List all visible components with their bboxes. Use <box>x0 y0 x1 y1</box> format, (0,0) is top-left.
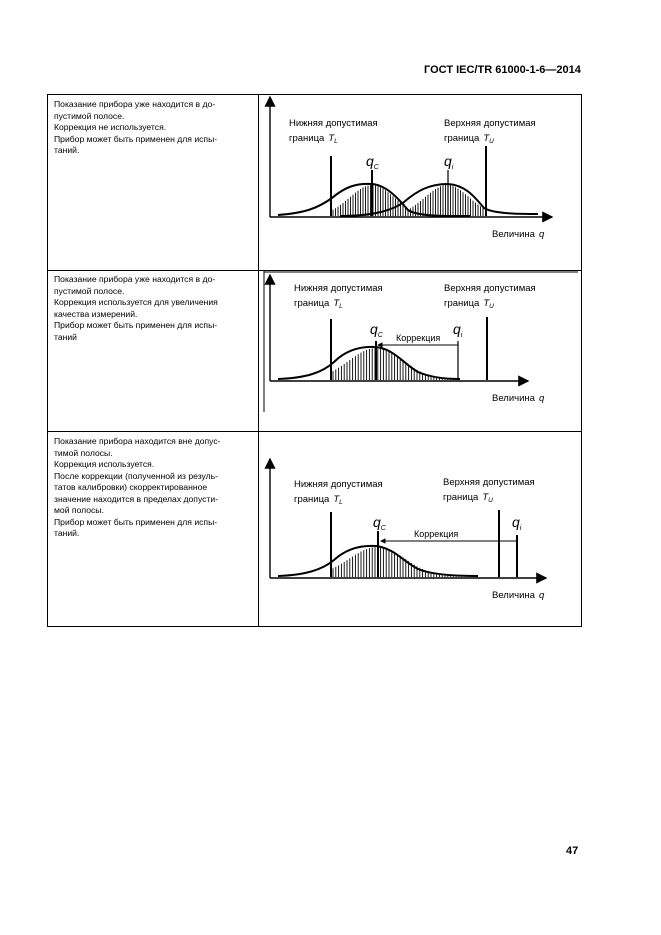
diagram-3-upper-label-2: граница <box>443 492 479 503</box>
diagram-3-qi-symbol: q <box>512 514 520 530</box>
row-1-line: пустимой полосе. <box>54 110 125 121</box>
diagram-2-qc-symbol: q <box>370 321 378 337</box>
diagram-3-lower-label-2: граница <box>294 494 330 505</box>
diagram-1-upper-sub: U <box>489 138 494 145</box>
row-1-line: Коррекция не используется. <box>54 122 167 132</box>
row-2-line: Показание прибора уже находится в до- <box>54 274 216 284</box>
diagram-3-qc-symbol: q <box>373 514 381 530</box>
diagram-3-lower-symbol: T <box>333 494 340 505</box>
diagram-3-upper-sub: U <box>488 497 493 504</box>
row-1-line: Показание прибора уже находится в до- <box>54 99 216 109</box>
diagram-2-lower-label-2: граница <box>294 298 330 309</box>
diagram-1-lower-symbol: T <box>328 133 335 144</box>
diagram-3-hatch <box>333 547 476 577</box>
diagram-3-qc-sub: C <box>380 525 386 532</box>
diagram-3-lower-sub: L <box>339 499 343 506</box>
row-2-line: качества измерений. <box>54 308 138 319</box>
document-header: ГОСТ IEC/TR 61000-1-6—2014 <box>424 64 581 76</box>
diagram-2-upper-label: Верхняя допустимая <box>444 283 536 294</box>
diagram-1-qc-sub: C <box>373 164 379 171</box>
diagram-1-upper-label-2: граница <box>444 133 480 144</box>
diagram-3-lower-label: Нижняя допустимая <box>294 479 383 490</box>
diagram-1-lower-label: Нижняя допустимая <box>289 118 378 129</box>
page-number: 47 <box>566 845 579 857</box>
svg-text:qC <box>373 514 387 532</box>
row-3-line: Прибор может быть применен для испы- <box>54 516 218 527</box>
diagram-3-correction-label: Коррекция <box>414 529 459 539</box>
diagram-2-upper-sub: U <box>489 303 494 310</box>
diagram-3-axis-label: Величина <box>492 590 535 601</box>
row-1-line: Прибор может быть применен для испы- <box>54 133 218 144</box>
row-3-line: татов калибровки) скорректированное <box>54 482 208 492</box>
row-2-line: Коррекция используется для увеличения <box>54 297 218 307</box>
diagram-2-qi-sub: i <box>460 332 463 339</box>
diagram-2-correction-label: Коррекция <box>396 333 441 343</box>
diagram-3-upper-symbol: T <box>482 492 489 503</box>
diagram-2-lower-sub: L <box>339 303 343 310</box>
svg-text:qi <box>512 514 522 532</box>
diagram-2-qi-symbol: q <box>453 321 461 337</box>
diagram-3-upper-label: Верхняя допустимая <box>443 477 535 488</box>
row-3-line: значение находится в пределах допусти- <box>54 493 219 504</box>
row-3-line: таний. <box>54 528 80 538</box>
diagram-2-qc-sub: C <box>377 332 383 339</box>
svg-text:Величинаq <box>492 590 545 601</box>
svg-text:границаTL <box>294 494 343 506</box>
diagram-2-axis-symbol: q <box>538 393 545 404</box>
row-3-line: Показание прибора находится вне допус- <box>54 436 221 446</box>
diagram-1-lower-label-2: граница <box>289 133 325 144</box>
diagram-2-upper-symbol: T <box>483 298 490 309</box>
diagram-2-upper-label-2: граница <box>444 298 480 309</box>
diagram-1-upper-symbol: T <box>483 133 490 144</box>
svg-text:границаTU <box>443 492 493 504</box>
row-2-line: Прибор может быть применен для испы- <box>54 320 218 330</box>
row-3-line: тимой полосы. <box>54 447 113 458</box>
row-2-line: таний <box>54 331 77 342</box>
row-3-line: После коррекции (полученной из резуль- <box>54 470 219 481</box>
diagram-1-axis-label: Величина <box>492 229 535 240</box>
row-3-line: мой полосы. <box>54 505 104 515</box>
diagram-1-lower-sub: L <box>334 138 338 145</box>
diagram-2-lower-symbol: T <box>333 298 340 309</box>
diagram-1-qi-symbol: q <box>444 153 452 169</box>
diagram-2-lower-label: Нижняя допустимая <box>294 283 383 294</box>
diagram-1-axis-symbol: q <box>538 229 545 240</box>
diagram-1-qc-symbol: q <box>366 153 374 169</box>
diagram-1-qi-sub: i <box>451 164 454 171</box>
row-1-line: таний. <box>54 145 80 155</box>
diagram-2-axis-label: Величина <box>492 393 535 404</box>
diagram-1-upper-label: Верхняя допустимая <box>444 118 536 129</box>
diagram-3-axis-symbol: q <box>538 590 545 601</box>
row-3-line: Коррекция используется. <box>54 459 155 469</box>
row-2-line: пустимой полосе. <box>54 285 125 296</box>
diagram-3-qi-sub: i <box>519 525 522 532</box>
